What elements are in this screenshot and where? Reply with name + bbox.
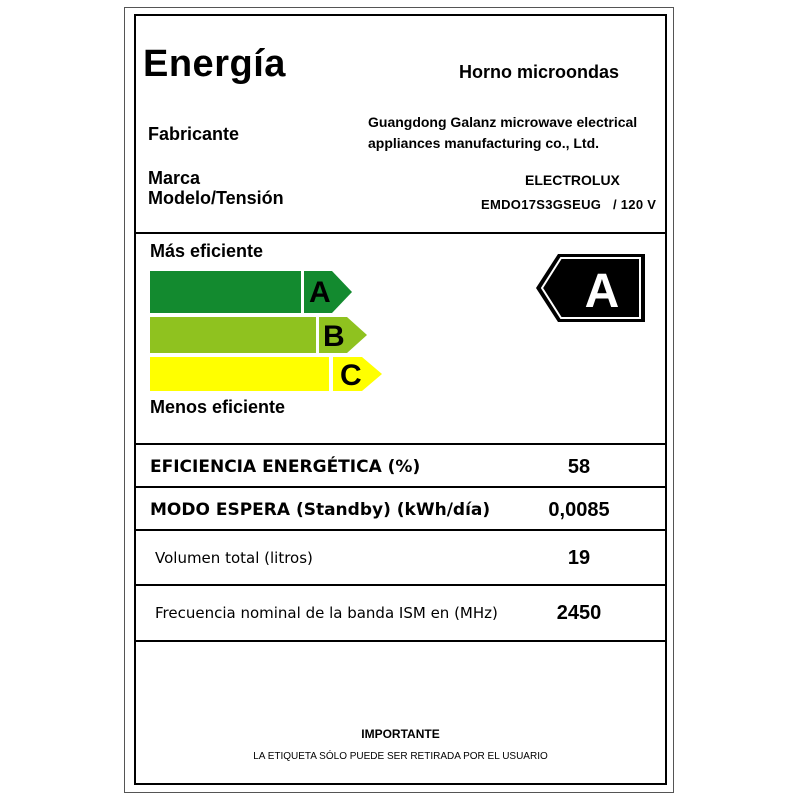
energy-rating-letter: A — [584, 265, 620, 318]
most-efficient-label: Más eficiente — [150, 241, 264, 261]
row-divider-3 — [136, 584, 665, 586]
standby-label: MODO ESPERA (Standby) (kWh/día) — [150, 500, 491, 520]
important-heading: IMPORTANTE — [361, 727, 440, 741]
product-type: Horno microondas — [459, 62, 620, 82]
class-letter-a: A — [309, 276, 331, 309]
removal-note: LA ETIQUETA SÓLO PUEDE SER RETIRADA POR EL USUARIO — [253, 751, 548, 762]
energy-rating-arrow — [534, 252, 648, 324]
model-value: EMDO17S3GSEUG / 120 V — [481, 197, 657, 212]
brand-value: ELECTROLUX — [525, 172, 620, 188]
row-divider-2 — [136, 529, 665, 531]
efficiency-scale — [148, 268, 398, 394]
class-bar-a — [150, 271, 352, 313]
class-bar-c — [150, 357, 382, 392]
header-divider — [136, 232, 665, 234]
efficiency-label: EFICIENCIA ENERGÉTICA (%) — [150, 457, 421, 477]
volume-value: 19 — [567, 547, 591, 569]
standby-value: 0,0085 — [548, 499, 610, 521]
label-title: Energía — [143, 43, 286, 85]
manufacturer-label: Fabricante — [148, 124, 240, 144]
scale-divider — [136, 443, 665, 445]
efficiency-value: 58 — [567, 456, 591, 478]
frequency-label: Frecuencia nominal de la banda ISM en (MHz) — [155, 604, 498, 622]
manufacturer-line-2: appliances manufacturing co., Ltd. — [368, 135, 600, 151]
manufacturer-value — [368, 112, 637, 154]
least-efficient-label: Menos eficiente — [150, 397, 286, 417]
manufacturer-line-1: Guangdong Galanz microwave electrical — [368, 114, 638, 130]
class-letter-c: C — [340, 359, 362, 392]
class-letter-b: B — [323, 320, 345, 353]
class-bar-b — [150, 317, 367, 353]
model-label: Modelo/Tensión — [148, 188, 284, 208]
frequency-value: 2450 — [556, 602, 602, 624]
row-divider-1 — [136, 486, 665, 488]
volume-label: Volumen total (litros) — [155, 549, 313, 567]
brand-label: Marca — [148, 168, 201, 188]
row-divider-4 — [136, 640, 665, 642]
